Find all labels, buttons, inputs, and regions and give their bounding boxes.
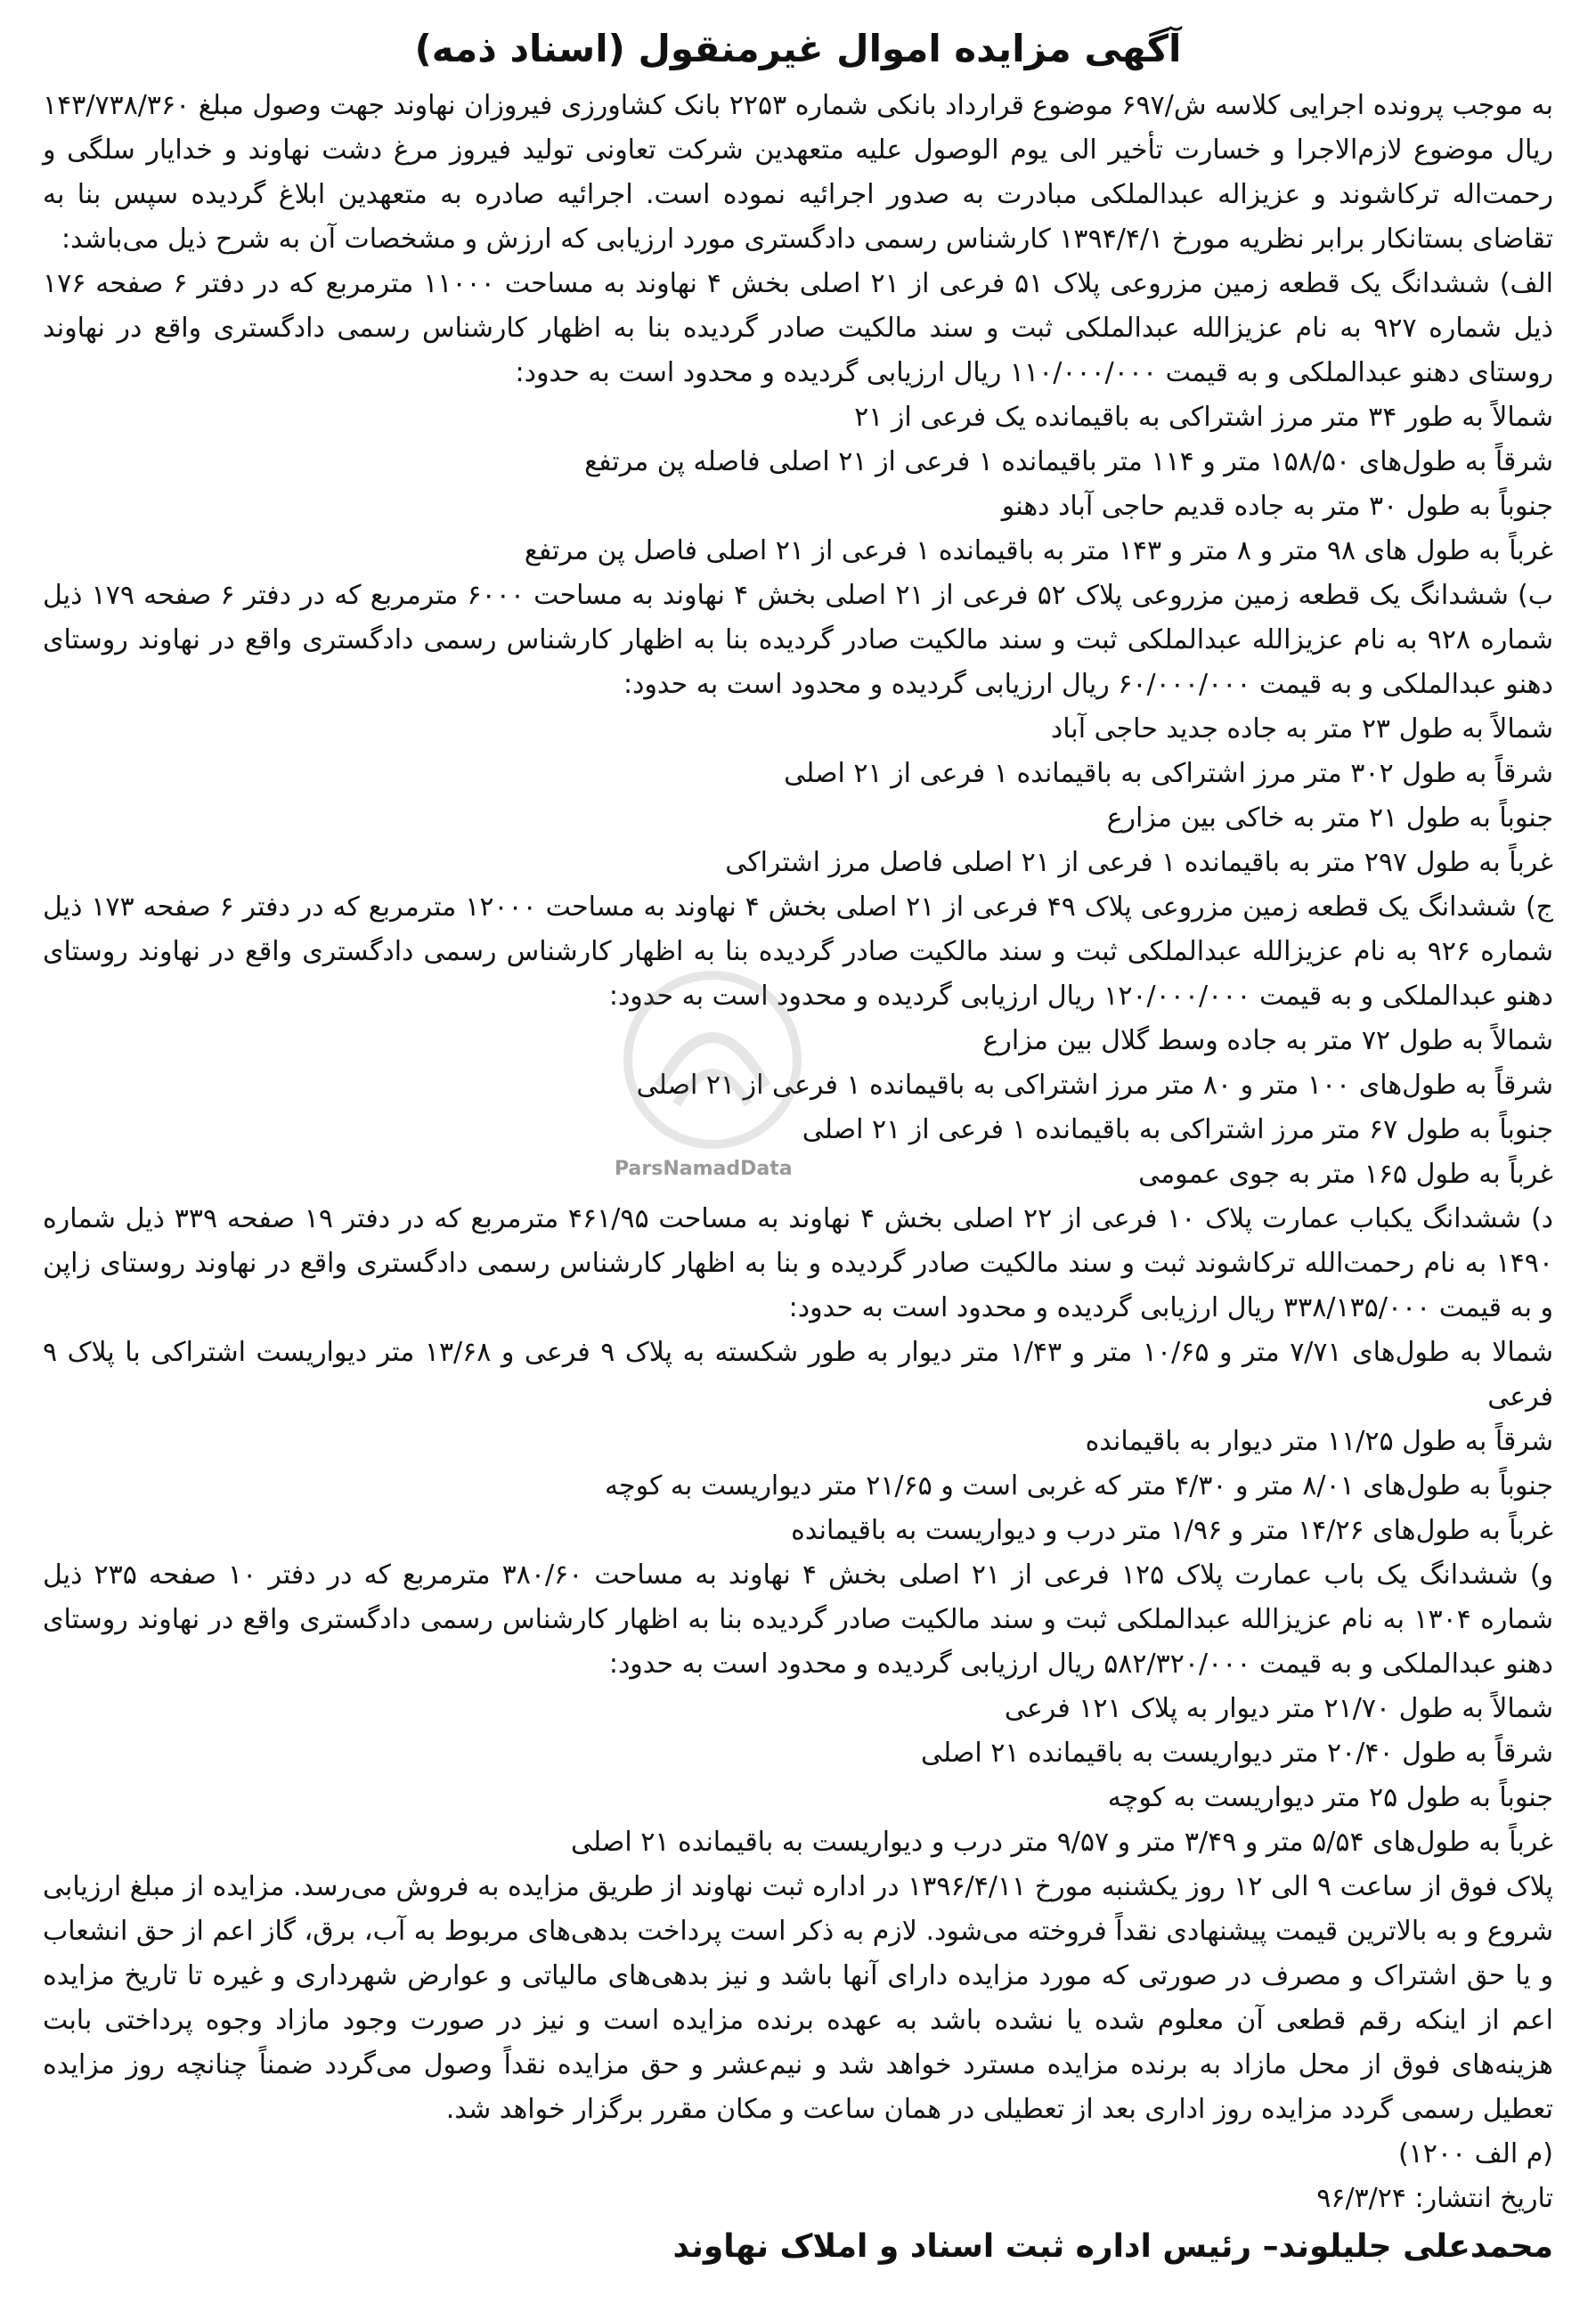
item-jim: ج) ششدانگ یک قطعه زمین مزروعی پلاک ۴۹ فرعی از ۲۱ اصلی بخش ۴ نهاوند به مساحت ۱۲۰۰۰ مترمربع که در دفتر ۶ صفحه ۱۷۳ ذیل شماره ۹۲۶ به نام عزیزالله عبدالملکی ثبت و سند مالکیت صادر گردیده بنا به اظهار کارشناس رسمی دادگستری واقع در نهاوند روستای دهنو عبدالملکی و به قیمت ۱۲۰/۰۰۰/۰۰۰ ریال ارزیابی گردیده و محدود است به حدود: [43,891,1554,1012]
reference-number: (م الف ۱۲۰۰) [1397,2138,1553,2169]
closing-paragraph: پلاک فوق از ساعت ۹ الی ۱۲ روز یکشنبه مورخ ۱۳۹۶/۴/۱۱ در اداره ثبت نهاوند از طریق مزایده به فروش می‌رسد. مزایده از مبلغ ارزیابی شروع و به بالاترین قیمت پیشنهادی نقداً فروخته می‌شود. لازم به ذکر است پرداخت بدهی‌های مربوط به آب، برق، گاز اعم از حق انشعاب و یا حق اشتراک و مصرف در صورتی که مورد مزایده دارای آنها باشد و نیز بدهی‌های مالیاتی و عوارض شهرداری و غیره تا تاریخ مزایده اعم از اینکه رقم قطعی آن معلوم شده یا نشده باشد به عهده برنده مزایده است و نیز در صورت وجود مازاد وجوه پرداختی بابت هزینه‌های فوق از محل مازاد به برنده مزایده مسترد خواهد شد و نیم‌عشر و حق مزایده نقداً وصول می‌گردد ضمناً چنانچه روز مزایده تعطیل رسمی گردد مزایده روز اداری بعد از تعطیلی در همان ساعت و مکان مقرر برگزار خواهد شد. [43,1871,1553,2125]
item-alef-west: غرباً به طول های ۹۸ متر و ۸ متر و ۱۴۳ متر به باقیمانده ۱ فرعی از ۲۱ اصلی فاصل پن مرتفع [524,535,1553,566]
notice-title: آگهی مزایده اموال غیرمنقول (اسناد ذمه) [414,27,1182,70]
item-be-north: شمالاً به طول ۲۳ متر به جاده جدید حاجی آباد [1050,713,1553,745]
notice-page [43,21,1553,2221]
item-alef: الف) ششدانگ یک قطعه زمین مزروعی پلاک ۵۱ فرعی از ۲۱ اصلی بخش ۴ نهاوند به مساحت ۱۱۰۰۰ مترمربع که در دفتر ۶ صفحه ۱۷۶ ذیل شماره ۹۲۷ به نام عزیزالله عبدالملکی ثبت و سند مالکیت صادر گردیده بنا به اظهار کارشناس رسمی دادگستری واقع در نهاوند روستای دهنو عبدالملکی و به قیمت ۱۱۰/۰۰۰/۰۰۰ ریال ارزیابی گردیده و محدود است به حدود: [43,268,1554,388]
item-vav-south: جنوباً به طول ۲۵ متر دیواریست به کوچه [1107,1782,1553,1813]
item-vav-north: شمالاً به طول ۲۱/۷۰ متر دیوار به پلاک ۱۲۱ فرعی [1004,1693,1553,1724]
item-vav-west: غرباً به طول‌های ۵/۵۴ متر و ۳/۴۹ متر و ۹/۵۷ متر درب و دیواریست به باقیمانده ۲۱ اصلی [570,1827,1553,1858]
item-be-south: جنوباً به طول ۲۱ متر به خاکی بین مزارع [1106,802,1553,834]
intro-paragraph: به موجب پرونده اجرایی کلاسه ش/۶۹۷ موضوع قرارداد بانکی شماره ۲۲۵۳ بانک کشاورزی فیروزان نهاوند جهت وصول مبلغ ۱۴۳/۷۳۸/۳۶۰ ریال موضوع لازم‌الاجرا و خسارت تأخیر الی یوم الوصول علیه متعهدین شرکت تعاونی تولید فیروز مرغ دشت نهاوند و خدایار سلگی و رحمت‌اله ترکاشوند و عزیزاله عبدالملکی مبادرت به صدور اجرائیه نموده است. اجرائیه صادره به متعهدین ابلاغ گردیده سپس بنا به تقاضای بستانکار برابر نظریه مورخ ۱۳۹۴/۴/۱ کارشناس رسمی دادگستری مورد ارزیابی که ارزش و مشخصات آن به شرح ذیل می‌باشد: [43,90,1553,255]
item-dal-west: غرباً به طول‌های ۱۴/۲۶ متر و ۱/۹۶ متر درب و دیواریست به باقیمانده [791,1515,1553,1546]
notice-body [43,84,1553,2221]
item-dal: د) ششدانگ یکباب عمارت پلاک ۱۰ فرعی از ۲۲ اصلی بخش ۴ نهاوند به مساحت ۴۶۱/۹۵ مترمربع که در دفتر ۱۹ صفحه ۳۳۹ ذیل شماره ۱۴۹۰ به نام رحمت‌الله ترکاشوند ثبت و سند مالکیت صادر گردیده و بنا به اظهار کارشناس رسمی دادگستری واقع در نهاوند روستای زاپن و به قیمت ۳۳۸/۱۳۵/۰۰۰ ریال ارزیابی گردیده و محدود است به حدود: [43,1203,1554,1323]
item-jim-west: غرباً به طول ۱۶۵ متر به جوی عمومی [1138,1159,1553,1190]
item-dal-east: شرقاً به طول ۱۱/۲۵ متر دیوار به باقیمانده [1085,1426,1553,1457]
item-dal-north: شمالا به طول‌های ۷/۷۱ متر و ۱۰/۶۵ متر و ۱/۴۳ متر دیوار به طور شکسته به پلاک ۹ فرعی و ۱۳/۶۸ متر دیواریست اشتراکی با پلاک ۹ فرعی [43,1337,1553,1412]
item-alef-north: شمالاً به طور ۳۴ متر مرز اشتراکی به باقیمانده یک فرعی از ۲۱ [854,402,1553,433]
item-be-east: شرقاً به طول ۳۰۲ متر مرز اشتراکی به باقیمانده ۱ فرعی از ۲۱ اصلی [784,758,1553,789]
item-jim-south: جنوباً به طول ۶۷ متر مرز اشتراکی به باقیمانده ۱ فرعی از ۲۱ اصلی [802,1114,1553,1145]
signature-line: محمدعلی جلیلوند– رئیس اداره ثبت اسناد و املاک نهاوند [672,2228,1553,2265]
item-be: ب) ششدانگ یک قطعه زمین مزروعی پلاک ۵۲ فرعی از ۲۱ اصلی بخش ۴ نهاوند به مساحت ۶۰۰۰ مترمربع که در دفتر ۶ صفحه ۱۷۹ ذیل شماره ۹۲۸ به نام عزیزالله عبدالملکی ثبت و سند مالکیت صادر گردیده بنا به اظهار کارشناس رسمی دادگستری واقع در نهاوند روستای دهنو عبدالملکی و به قیمت ۶۰/۰۰۰/۰۰۰ ریال ارزیابی گردیده و محدود است به حدود: [43,580,1553,700]
item-be-west: غرباً به طول ۲۹۷ متر به باقیمانده ۱ فرعی از ۲۱ اصلی فاصل مرز اشتراکی [725,847,1553,878]
item-jim-north: شمالاً به طول ۷۲ متر به جاده وسط گلال بین مزارع [982,1025,1553,1056]
item-dal-south: جنوباً به طول‌های ۸/۰۱ متر و ۴/۳۰ متر که غربی است و ۲۱/۶۵ متر دیواریست به کوچه [604,1470,1553,1502]
item-alef-east: شرقاً به طول‌های ۱۵۸/۵۰ متر و ۱۱۴ متر باقیمانده ۱ فرعی از ۲۱ اصلی فاصله پن مرتفع [584,446,1553,477]
item-vav-east: شرقاً به طول ۲۰/۴۰ متر دیواریست به باقیمانده ۲۱ اصلی [920,1738,1553,1769]
item-vav: و) ششدانگ یک باب عمارت پلاک ۱۲۵ فرعی از ۲۱ اصلی بخش ۴ نهاوند به مساحت ۳۸۰/۶۰ مترمربع که در دفتر ۱۰ صفحه ۲۳۵ ذیل شماره ۱۳۰۴ به نام عزیزالله عبدالملکی ثبت و سند مالکیت صادر گردیده بنا به اظهار کارشناس رسمی دادگستری واقع در نهاوند روستای دهنو عبدالملکی و به قیمت ۵۸۲/۳۲۰/۰۰۰ ریال ارزیابی گردیده و محدود است به حدود: [43,1559,1553,1680]
watermark-text: ParsNamadData [615,1158,793,1180]
item-alef-south: جنوباً به طول ۳۰ متر به جاده قدیم حاجی آباد دهنو [1001,491,1553,522]
publish-date: تاریخ انتشار: ۹۶/۳/۲۴ [1316,2183,1553,2214]
item-jim-east: شرقاً به طول‌های ۱۰۰ متر و ۸۰ متر مرز اشتراکی به باقیمانده ۱ فرعی از ۲۱ اصلی [636,1070,1553,1101]
